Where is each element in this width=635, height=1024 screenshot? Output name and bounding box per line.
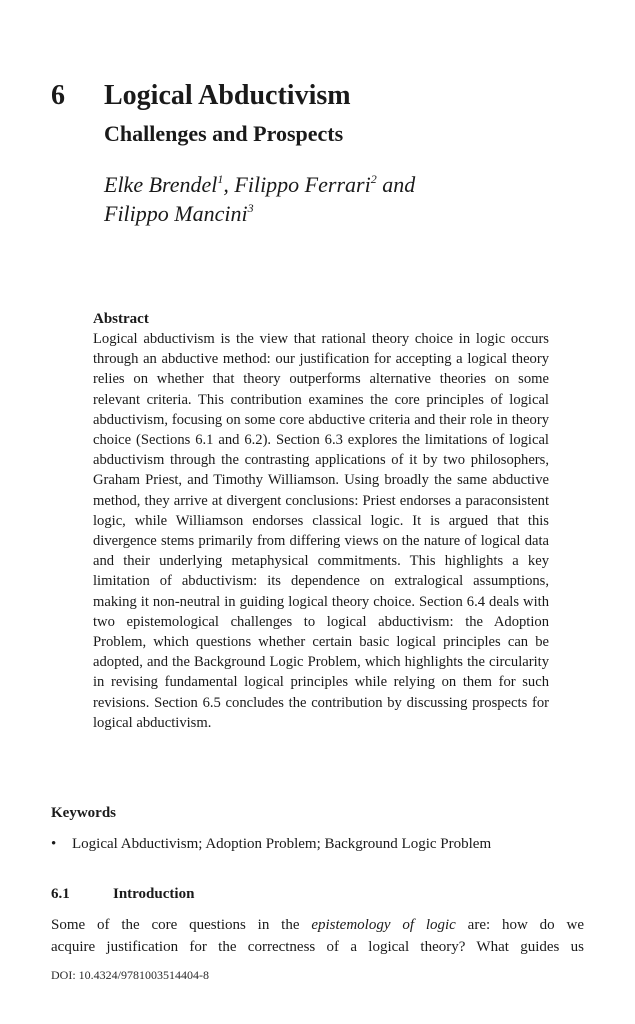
author-list [104,170,604,228]
chapter-number: 6 [51,80,65,111]
section-number: 6.1 [51,886,70,902]
author-separator: , [223,172,229,197]
author-name: Filippo Mancini [104,201,248,226]
body-line: acquire justification for the correctness of a logical theory? What guides us [51,939,584,955]
abstract-block [93,309,549,733]
chapter-subtitle: Challenges and Prospects [104,121,344,146]
section-body-text [51,914,584,958]
bullet-icon: • [51,836,57,852]
keywords-heading: Keywords [51,805,116,821]
chapter-title: Logical Abductivism [104,80,351,111]
doi-reference: DOI: 10.4324/9781003514404-8 [51,968,209,982]
abstract-text: Logical abductivism is the view that rational theory choice in logic occurs through an abductive method: our justification for accepting a logical theory relies on whether that theory outperforms alternative theories on some relevant criteria. This contribution examines the core principles of logical abductivism, focusing on some core abductive criteria and their role in theory choice (Sections 6.1 and 6.2). Section 6.3 explores the limitations of logical abductivism through the contrasting applications of it by two philosophers, Graham Priest, and Timothy Williamson. Using broadly the same abductive method, they arrive at divergent conclusions: Priest endorses a paraconsistent logic, while Williamson endorses classical logic. It is argued that this divergence stems primarily from differing views on the nature of logical data and their underlying metaphysical commitments. This highlights a key limitation of abductivism: its dependence on extralogical assumptions, making it non-neutral in guiding logical theory choice. Section 6.4 deals with two epistemological challenges to logical abductivism: the Adoption Problem, which questions whether certain basic logical principles can be adopted, and the Background Logic Problem, which highlights the circularity in revising fundamental logical principles while relying on them for such revisions. Section 6.5 concludes the contribution by discussing prospects for logical abductivism. [93,331,549,731]
author-name: Elke Brendel [104,172,218,197]
section-title: Introduction [113,886,195,902]
author-affiliation: 3 [247,201,254,215]
emphasis-text: epistemology of logic [311,917,456,933]
author-affiliation: 2 [370,172,377,186]
abstract-heading: Abstract [93,311,149,327]
author-affiliation: 1 [217,172,224,186]
body-line: Some of the core questions in the epistemology of logic are: how do we [51,917,584,933]
keywords-list [51,834,491,854]
author-separator: and [382,172,416,197]
author-name: Filippo Ferrari [234,172,371,197]
keywords-items: Logical Abductivism; Adoption Problem; Background Logic Problem [72,836,492,852]
